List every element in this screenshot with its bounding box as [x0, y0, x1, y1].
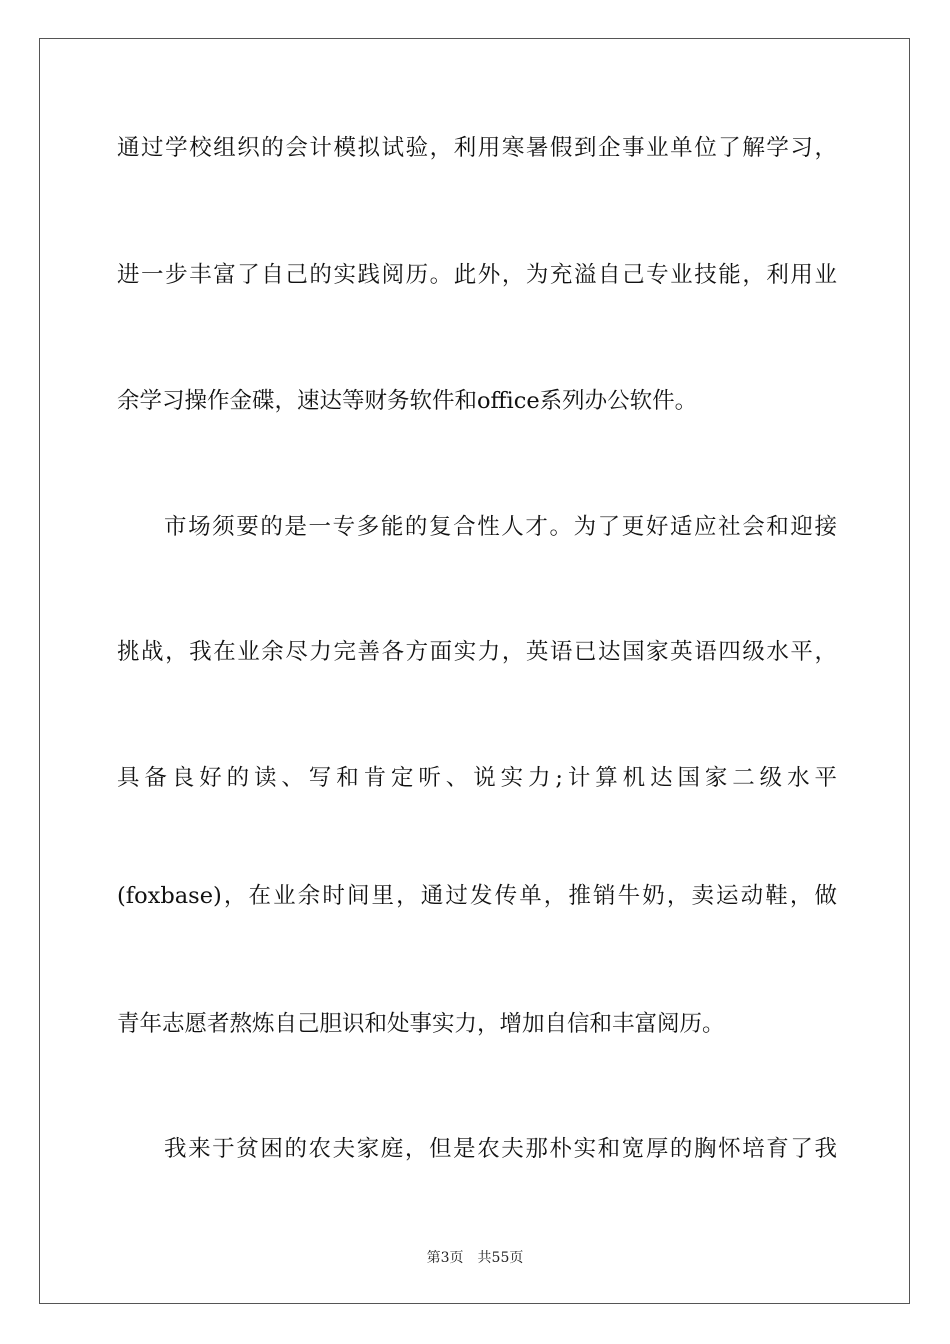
document-line-9: 我来于贫困的农夫家庭，但是农夫那朴实和宽厚的胸怀培育了我: [164, 1136, 837, 1162]
document-line-6: 具备良好的读、写和肯定听、说实力;计算机达国家二级水平: [117, 765, 837, 791]
document-line-1: 通过学校组织的会计模拟试验，利用寒暑假到企事业单位了解学习，: [117, 135, 837, 161]
document-line-3: 余学习操作金碟，速达等财务软件和office系列办公软件。: [117, 388, 698, 414]
document-line-8: 青年志愿者熬炼自己胆识和处事实力，增加自信和丰富阅历。: [117, 1011, 725, 1037]
document-line-2: 进一步丰富了自己的实践阅历。此外，为充溢自己专业技能，利用业: [117, 262, 837, 288]
page-footer: [0, 1248, 950, 1268]
document-line-7: (foxbase)，在业余时间里，通过发传单，推销牛奶，卖运动鞋，做: [117, 883, 837, 909]
page-total: 共55页: [477, 1250, 524, 1266]
page-number: 第3页: [426, 1250, 464, 1266]
document-line-4: 市场须要的是一专多能的复合性人才。为了更好适应社会和迎接: [164, 514, 837, 540]
document-line-5: 挑战，我在业余尽力完善各方面实力，英语已达国家英语四级水平，: [117, 639, 837, 665]
